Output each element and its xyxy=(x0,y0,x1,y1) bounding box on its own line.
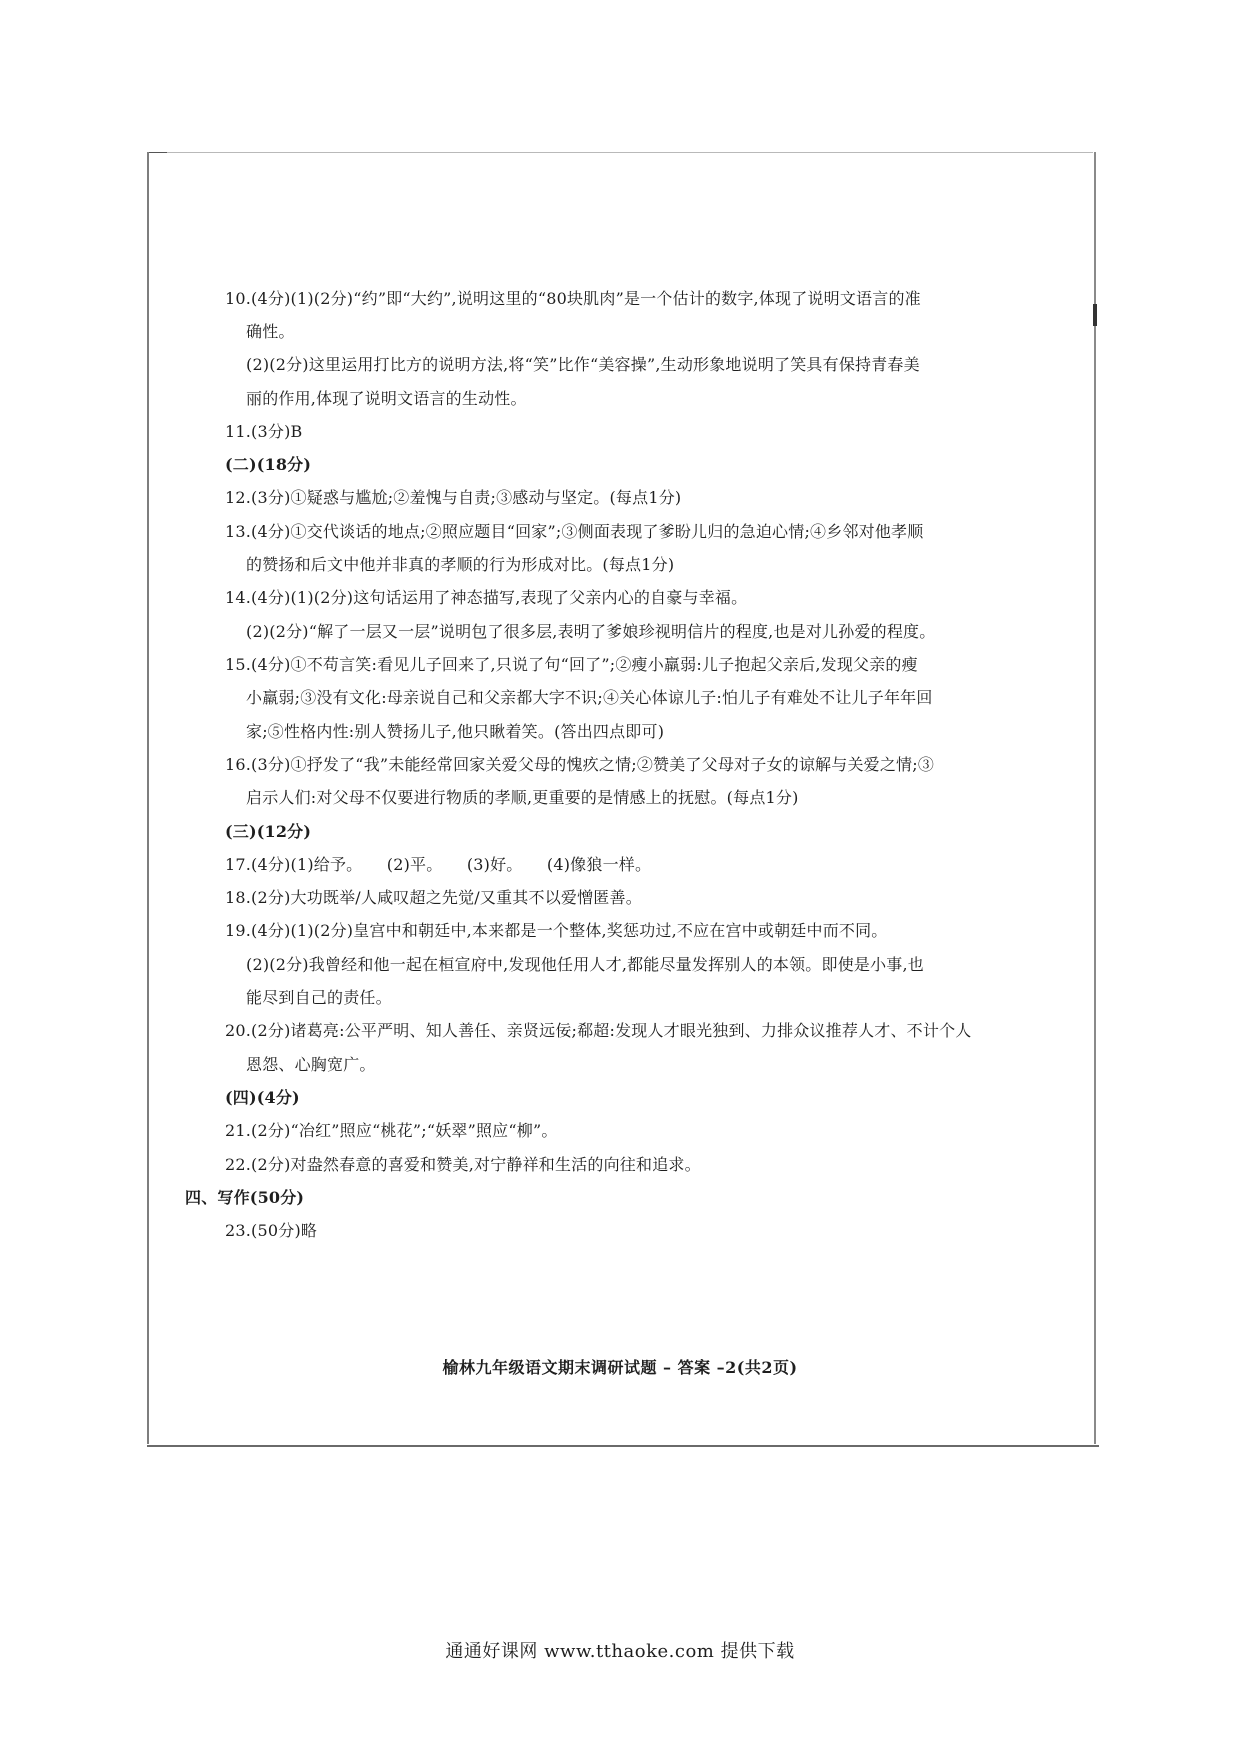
answer-line: 17.(4分)(1)给予。 (2)平。 (3)好。 (4)像狼一样。 xyxy=(225,855,652,874)
section-heading: 四、写作(50分) xyxy=(185,1188,305,1207)
section-heading: (二)(18分) xyxy=(225,455,312,474)
answer-line: 恩怨、心胸宽广。 xyxy=(246,1055,376,1074)
answer-line: 小羸弱;③没有文化:母亲说自己和父亲都大字不识;④关心体谅儿子:怕儿子有难处不让儿子年年回 xyxy=(246,688,933,707)
answer-line: 20.(2分)诸葛亮:公平严明、知人善任、亲贤远佞;郗超:发现人才眼光独到、力排众议推荐人才、不计个人 xyxy=(225,1021,972,1040)
section-heading: (四)(4分) xyxy=(225,1088,300,1107)
answer-line: 11.(3分)B xyxy=(225,422,303,441)
answer-line: 13.(4分)①交代谈话的地点;②照应题目“回家”;③侧面表现了爹盼儿归的急迫心情;④乡邻对他孝顺 xyxy=(225,522,924,541)
frame-corner-tick xyxy=(147,152,167,153)
download-source-note: 通通好课网 www.tthaoke.com 提供下载 xyxy=(445,1641,795,1662)
answer-line: (2)(2分)这里运用打比方的说明方法,将“笑”比作“美容操”,生动形象地说明了笑具有保持青春美 xyxy=(246,355,920,374)
answer-line: 丽的作用,体现了说明文语言的生动性。 xyxy=(246,389,527,408)
frame-bottom-border xyxy=(147,1445,1099,1447)
answer-line: 21.(2分)“冶红”照应“桃花”;“妖翠”照应“柳”。 xyxy=(225,1121,558,1140)
frame-left-border xyxy=(147,152,149,1444)
frame-right-border xyxy=(1094,152,1096,1444)
answer-line: 16.(3分)①抒发了“我”未能经常回家关爱父母的愧疚之情;②赞美了父母对子女的谅解与关爱之情;③ xyxy=(225,755,935,774)
answer-line: 的赞扬和后文中他并非真的孝顺的行为形成对比。(每点1分) xyxy=(246,555,675,574)
answer-line: 19.(4分)(1)(2分)皇宫中和朝廷中,本来都是一个整体,奖惩功过,不应在宫中或朝廷中而不同。 xyxy=(225,921,888,940)
answer-line: 启示人们:对父母不仅要进行物质的孝顺,更重要的是情感上的抚慰。(每点1分) xyxy=(246,788,799,807)
answer-line: (2)(2分)我曾经和他一起在桓宣府中,发现他任用人才,都能尽量发挥别人的本领。即使是小事,也 xyxy=(246,955,924,974)
answer-line: 能尽到自己的责任。 xyxy=(246,988,392,1007)
frame-top-border xyxy=(147,152,1093,153)
answer-line: 10.(4分)(1)(2分)“约”即“大约”,说明这里的“80块肌肉”是一个估计的数字,体现了说明文语言的准 xyxy=(225,289,921,308)
answer-line: 23.(50分)略 xyxy=(225,1221,318,1240)
answer-line: 12.(3分)①疑惑与尴尬;②羞愧与自责;③感动与坚定。(每点1分) xyxy=(225,488,682,507)
page-footer-title: 榆林九年级语文期末调研试题 – 答案 –2(共2页) xyxy=(442,1358,798,1377)
scan-edge-mark xyxy=(1093,304,1097,326)
answer-line: 22.(2分)对盎然春意的喜爱和赞美,对宁静祥和生活的向往和追求。 xyxy=(225,1155,701,1174)
answer-line: 18.(2分)大功既举/人咸叹超之先觉/又重其不以爱憎匿善。 xyxy=(225,888,642,907)
section-heading: (三)(12分) xyxy=(225,822,312,841)
answer-line: 家;⑤性格内性:别人赞扬儿子,他只瞅着笑。(答出四点即可) xyxy=(246,722,665,741)
answer-line: 确性。 xyxy=(246,322,295,341)
answer-line: 14.(4分)(1)(2分)这句话运用了神态描写,表现了父亲内心的自豪与幸福。 xyxy=(225,588,748,607)
answer-line: (2)(2分)“解了一层又一层”说明包了很多层,表明了爹娘珍视明信片的程度,也是对儿孙爱的程度。 xyxy=(246,622,936,641)
answer-line: 15.(4分)①不苟言笑:看见儿子回来了,只说了句“回了”;②瘦小羸弱:儿子抱起父亲后,发现父亲的瘦 xyxy=(225,655,918,674)
